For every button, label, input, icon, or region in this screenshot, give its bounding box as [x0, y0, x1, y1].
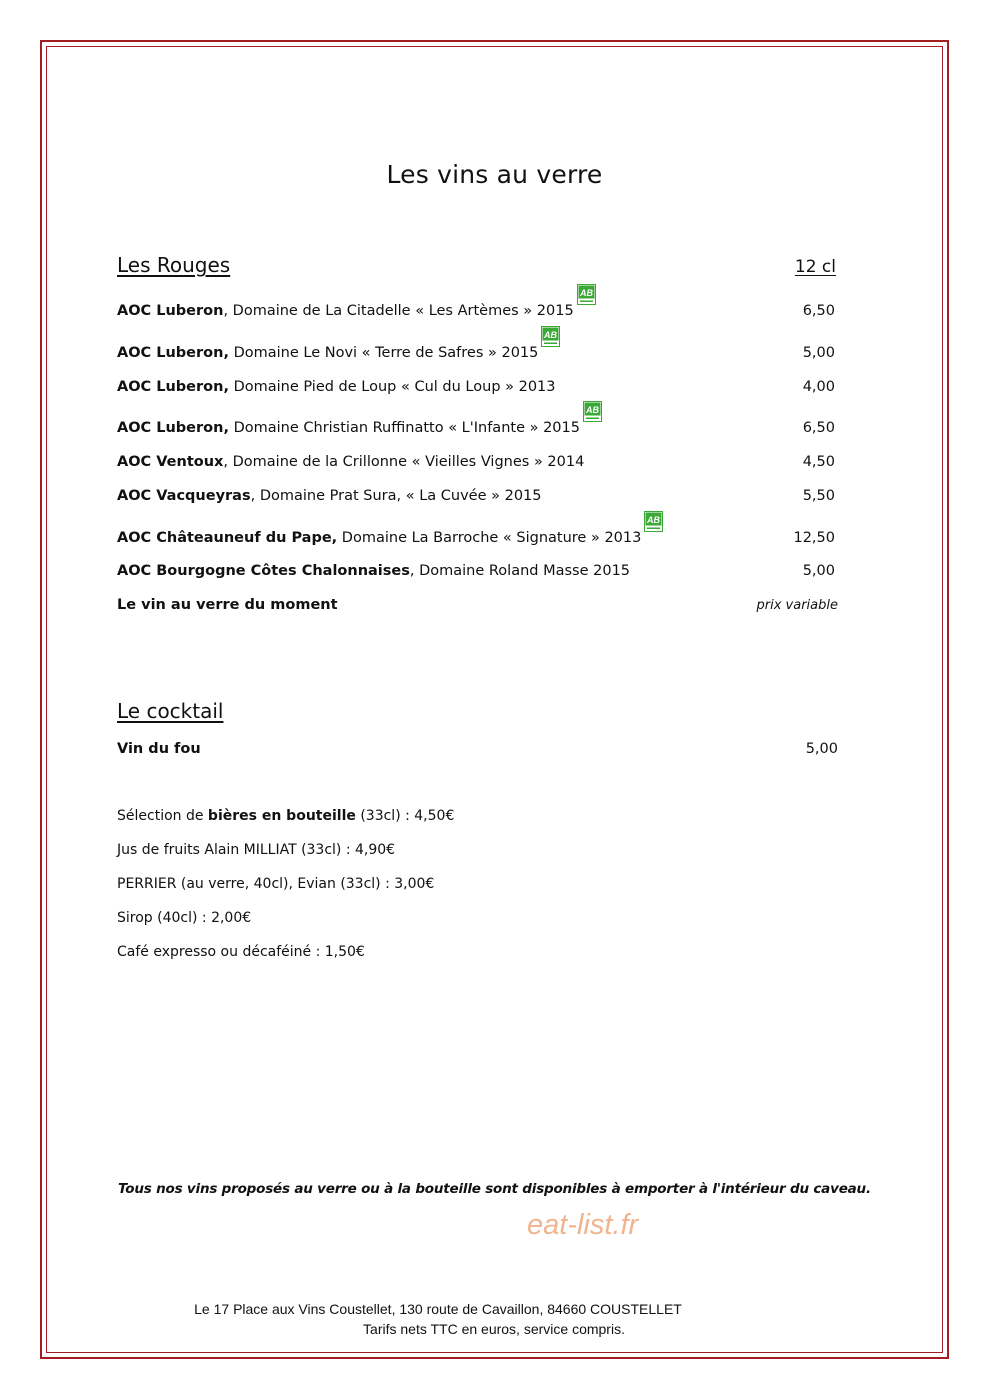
wine-description	[117, 563, 630, 579]
wine-appellation: AOC Luberon,	[117, 379, 229, 395]
other-drink-item	[117, 876, 434, 892]
organic-badge-text: AB	[579, 288, 593, 298]
footer-pricing: Tarifs nets TTC en euros, service compris.	[363, 1321, 625, 1337]
other-drink-text: PERRIER (au verre, 40cl), Evian (33cl) : 3,00€	[117, 876, 435, 892]
wine-description	[117, 379, 556, 395]
wine-price: 12,50	[793, 530, 835, 546]
wine-price: 6,50	[802, 303, 835, 319]
wine-details: Domaine Pied de Loup « Cul du Loup » 2013	[228, 379, 556, 395]
wine-description	[117, 488, 542, 504]
organic-ab-icon	[577, 284, 596, 305]
wine-price: 4,00	[802, 379, 835, 395]
organic-ab-icon	[583, 401, 602, 422]
organic-ab-icon	[644, 511, 663, 532]
other-drink-text: Sirop (40cl) : 2,00€	[117, 910, 252, 926]
cocktail-price: 5,00	[805, 741, 838, 757]
wine-row	[117, 557, 838, 581]
wine-description	[117, 454, 584, 470]
wine-row	[117, 288, 838, 321]
other-drink-text: Café expresso ou décaféiné : 1,50€	[117, 944, 365, 960]
other-drink-item	[117, 944, 365, 960]
organic-ab-icon	[541, 326, 560, 347]
cocktail-row	[117, 735, 838, 759]
wine-details: , Domaine Roland Masse 2015	[409, 563, 631, 579]
wine-price: 6,50	[802, 420, 835, 436]
wine-details: Domaine Christian Ruffinatto « L'Infante » 2015	[228, 420, 580, 436]
volume-column-heading: 12 cl	[794, 257, 836, 277]
footer-address: Le 17 Place aux Vins Coustellet, 130 route de Cavaillon, 84660 COUSTELLET	[194, 1301, 682, 1317]
wine-price: 4,50	[802, 454, 835, 470]
wine-details: Domaine La Barroche « Signature » 2013	[337, 530, 642, 546]
wine-appellation: AOC Châteauneuf du Pape,	[117, 530, 338, 546]
wine-description	[117, 405, 602, 436]
wine-price: 5,00	[802, 345, 835, 361]
cocktail-label: Vin du fou	[117, 741, 201, 757]
wine-appellation: AOC Vacqueyras	[117, 488, 251, 504]
watermark: eat-list.fr	[527, 1209, 639, 1241]
wine-row	[117, 515, 838, 548]
wine-row	[117, 591, 838, 615]
other-drink-item	[117, 842, 395, 858]
wine-price: prix variable	[756, 598, 838, 613]
wine-description	[117, 515, 663, 546]
other-drink-text: Jus de fruits Alain MILLIAT (33cl) : 4,90€	[117, 842, 396, 858]
other-drink-item	[117, 910, 251, 926]
organic-badge-text: AB	[544, 330, 558, 340]
wine-details: , Domaine Prat Sura, « La Cuvée » 2015	[250, 488, 542, 504]
wine-row	[117, 405, 838, 438]
wine-description	[117, 330, 560, 361]
wine-row	[117, 373, 838, 397]
wine-appellation: AOC Ventoux	[117, 454, 224, 470]
wine-appellation: Le vin au verre du moment	[117, 597, 338, 613]
wine-price: 5,00	[802, 563, 835, 579]
wine-description	[117, 288, 596, 319]
wine-details: Domaine Le Novi « Terre de Safres » 2015	[228, 345, 539, 361]
reds-heading: Les Rouges	[117, 253, 231, 277]
page-title: Les vins au verre	[386, 160, 603, 189]
wine-description	[117, 597, 338, 613]
wine-details: , Domaine de la Crillonne « Vieilles Vignes » 2014	[223, 454, 585, 470]
wine-row	[117, 448, 838, 472]
other-drink-bold-text: bières en bouteille	[207, 808, 356, 824]
other-drink-text: Sélection de	[117, 808, 208, 824]
takeaway-note: Tous nos vins proposés au verre ou à la bouteille sont disponibles à emporter à l'intérieur du caveau.	[118, 1181, 871, 1197]
organic-badge-text: AB	[585, 405, 599, 415]
cocktail-heading: Le cocktail	[117, 699, 224, 723]
wine-appellation: AOC Luberon,	[117, 420, 229, 436]
cocktail-name	[117, 741, 201, 757]
other-drink-item	[117, 808, 454, 824]
other-drink-price-text: (33cl) : 4,50€	[355, 808, 455, 824]
wine-row	[117, 330, 838, 363]
wine-appellation: AOC Bourgogne Côtes Chalonnaises	[117, 563, 410, 579]
organic-badge-text: AB	[647, 515, 661, 525]
wine-appellation: AOC Luberon	[117, 303, 224, 319]
wine-row	[117, 482, 838, 506]
wine-appellation: AOC Luberon,	[117, 345, 229, 361]
wine-details: , Domaine de La Citadelle « Les Artèmes » 2015	[223, 303, 574, 319]
wine-price: 5,50	[802, 488, 835, 504]
